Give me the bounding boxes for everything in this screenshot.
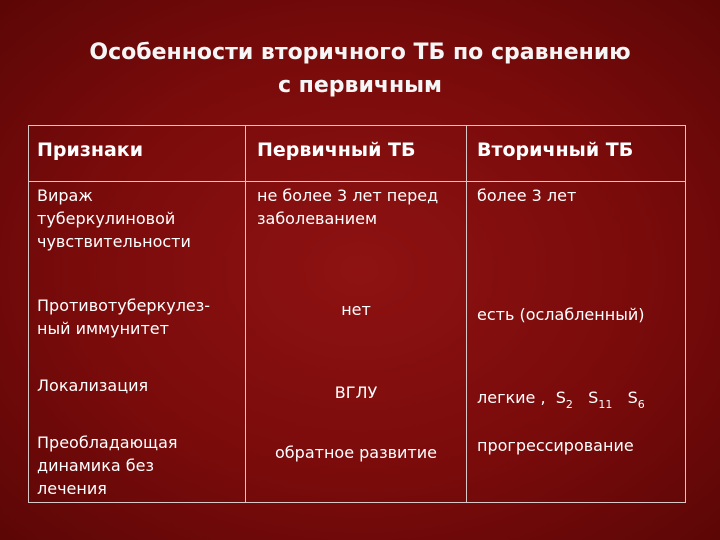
- table-header-divider: [29, 181, 685, 182]
- slide-title: [0, 36, 720, 102]
- table-row-3-primary: ВГЛУ: [334, 383, 378, 402]
- table-row-2-secondary: есть (ослабленный): [477, 305, 645, 324]
- table-row-1-feature: Вираж туберкулиновой чувствительности: [37, 186, 191, 251]
- table-row-2-feature: Противотуберкулез- ный иммунитет: [37, 296, 211, 338]
- table-row-4-secondary: прогрессирование: [477, 436, 634, 455]
- segment-s2: $S_2$: [555, 388, 573, 411]
- table-column-divider: [466, 126, 467, 502]
- table-row-1-secondary: более 3 лет: [477, 186, 577, 205]
- segment-s11: $S_{11}$: [588, 388, 613, 411]
- slide-title-line-2: с первичным: [277, 73, 443, 98]
- table-row-2-primary: нет: [341, 300, 371, 319]
- table-row-3-feature: Локализация: [37, 376, 149, 395]
- header-secondary-tb: Вторичный ТБ: [477, 139, 634, 161]
- table-row-1-primary: не более 3 лет перед заболеванием: [257, 186, 439, 228]
- segment-s6: $S_6$: [627, 388, 645, 411]
- table-row-4-primary: обратное развитие: [275, 443, 437, 462]
- comparison-table: [28, 125, 686, 503]
- table-row-3-secondary: [477, 386, 645, 409]
- header-primary-tb: Первичный ТБ: [257, 139, 416, 161]
- localization-text: легкие ,: [477, 388, 546, 407]
- header-features: Признаки: [37, 139, 144, 161]
- slide-title-line-1: Особенности вторичного ТБ по сравнению: [89, 40, 631, 65]
- table-row-4-feature: Преобладающая динамика без лечения: [37, 433, 178, 498]
